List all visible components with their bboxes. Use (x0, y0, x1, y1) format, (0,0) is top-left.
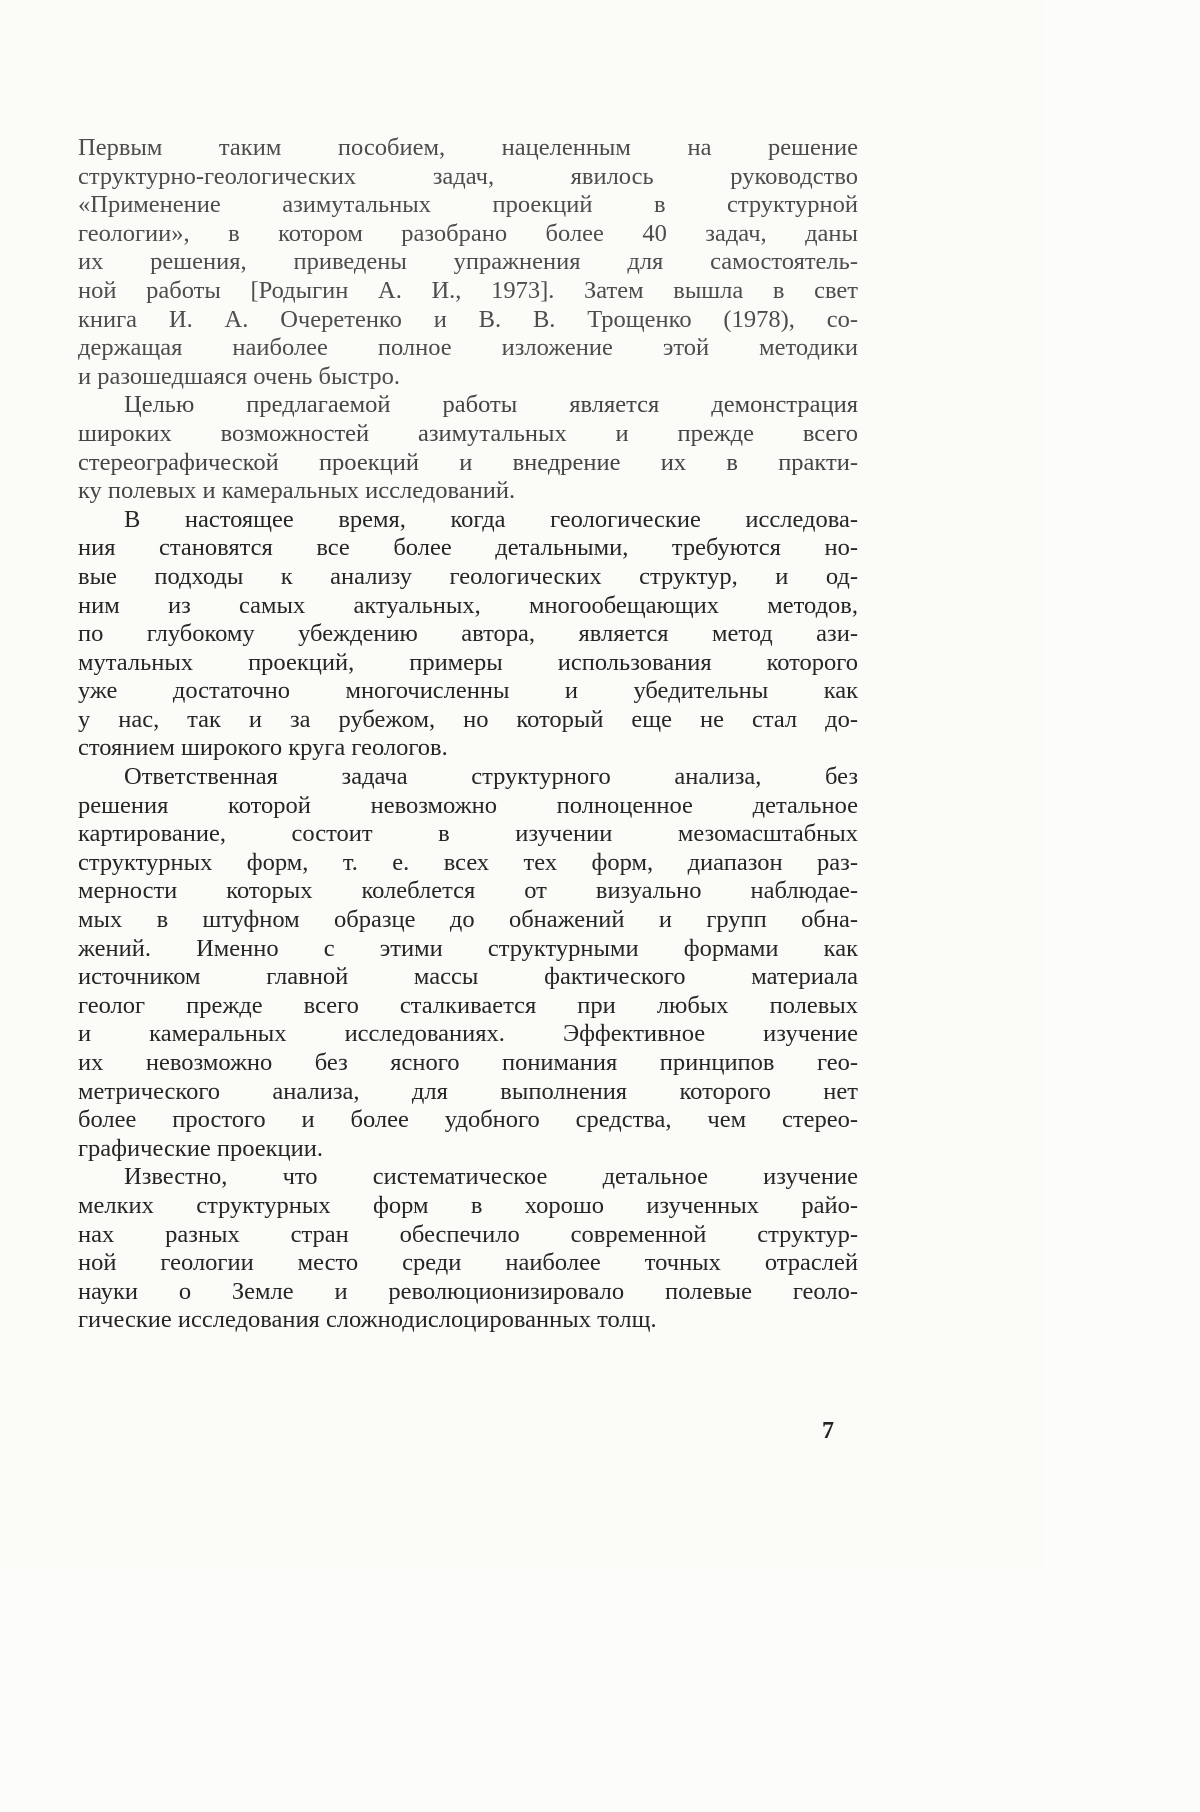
text-line: В настоящее время, когда геологические исследова- (124, 505, 858, 533)
paragraph (78, 506, 858, 763)
text-line: нах разных стран обеспечило современной структур- (78, 1220, 858, 1248)
text-line: ним из самых актуальных, многообещающих методов, (78, 591, 858, 619)
text-line: Первым таким пособием, нацеленным на решение (78, 134, 858, 161)
text-line: держащая наиболее полное изложение этой методики (78, 334, 858, 362)
text-line: ной геологии место среди наиболее точных отраслей (78, 1249, 858, 1277)
text-line: науки о Земле и революционизировало полевые геоло- (78, 1277, 858, 1305)
text-line: геологии», в котором разобрано более 40 задач, даны (78, 219, 858, 247)
text-line: ной работы [Родыгин А. И., 1973]. Затем вышла в свет (78, 276, 858, 304)
text-line: у нас, так и за рубежом, но который еще не стал до- (78, 705, 858, 733)
text-line: структурных форм, т. е. всех тех форм, диапазон раз- (78, 848, 858, 876)
text-line: мерности которых колеблется от визуально наблюдае- (78, 877, 858, 905)
text-line: и камеральных исследованиях. Эффективное изучение (78, 1020, 858, 1048)
text-line: графические проекции. (78, 1134, 323, 1162)
text-line: их решения, приведены упражнения для самостоятель- (78, 248, 858, 276)
text-line: стоянием широкого круга геологов. (78, 734, 448, 762)
body-text (78, 134, 858, 1335)
text-line: источником главной массы фактического материала (78, 963, 858, 991)
text-line: «Применение азимутальных проекций в структурной (78, 191, 858, 219)
text-line: гические исследования сложнодислоцированных толщ. (78, 1306, 657, 1334)
text-line: геолог прежде всего сталкивается при любых полевых (78, 991, 858, 1019)
page-number: 7 (822, 1418, 834, 1444)
paragraph (78, 134, 858, 391)
text-line: широких возможностей азимутальных и прежде всего (78, 419, 858, 447)
text-line: ния становятся все более детальными, требуются но- (78, 534, 858, 562)
paragraph (78, 391, 858, 505)
text-line: Целью предлагаемой работы является демонстрация (124, 391, 858, 419)
text-line: и разошедшаяся очень быстро. (78, 362, 400, 390)
text-line: более простого и более удобного средства, чем стерео- (78, 1106, 858, 1134)
text-line: метрического анализа, для выполнения которого нет (78, 1077, 858, 1105)
text-line: по глубокому убеждению автора, является метод ази- (78, 620, 858, 648)
text-line: мелких структурных форм в хорошо изученных райо- (78, 1191, 858, 1219)
text-line: стереографической проекций и внедрение их в практи- (78, 448, 858, 476)
text-line: ку полевых и камеральных исследований. (78, 477, 516, 505)
text-line: мутальных проекций, примеры использования которого (78, 648, 858, 676)
text-line: структурно-геологических задач, явилось руководство (78, 162, 858, 190)
text-line: решения которой невозможно полноценное детальное (78, 791, 858, 819)
paragraph (78, 1163, 858, 1335)
text-line: уже достаточно многочисленны и убедительны как (78, 677, 858, 705)
text-line: жений. Именно с этими структурными формами как (78, 934, 858, 962)
paragraph (78, 763, 858, 1163)
text-line: Ответственная задача структурного анализа, без (124, 763, 858, 791)
text-line: вые подходы к анализу геологических структур, и од- (78, 562, 858, 590)
text-line: Известно, что систематическое детальное изучение (124, 1163, 858, 1191)
text-line: книга И. А. Очеретенко и В. В. Трощенко (1978), со- (78, 305, 858, 333)
text-line: мых в штуфном образце до обнажений и групп обна- (78, 906, 858, 934)
text-line: картирование, состоит в изучении мезомасштабных (78, 820, 858, 848)
text-line: их невозможно без ясного понимания принципов гео- (78, 1049, 858, 1076)
